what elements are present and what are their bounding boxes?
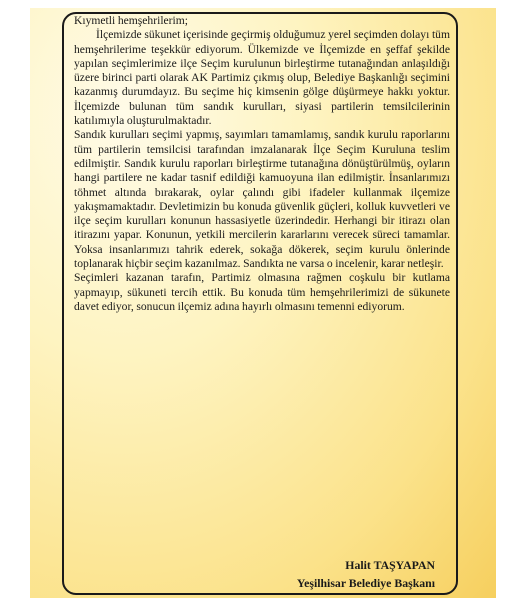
letter-greeting: Kıymetli hemşehrilerim; [74,14,189,27]
signature-block [297,558,435,591]
letter-paragraph-2: Sandık kurulları seçimi yapmış, sayımları tamamlamış, sandık kurulu raporlarını tüm partilerin temsilcisi tarafından imzalanarak İlçe Seçim Kuruluna teslim edilmiştir. Sandık kurulu raporları birleştirme tutanağına dönüştürülmüş, oyların hangi partilere ne kadar tasnif edildiği kamuoyuna ilan edilmiştir. İnsanlarımızı töhmet altında bırakarak, oylar çalındı gibi ifadeler kullanmak ilçemize yakışmamaktadır. Devletimizin bu konuda güvenlik güçleri, kolluk kuvvetleri ve ilçe seçim kurulları konunun hassasiyetle üzerindedir. Herhangi bir itirazı olan itirazını yapar. Konunun, yetkili mercilerin kararlarını verecek süreci tamamlar. Yoksa insanlarımızı tahrik ederek, sokağa dökerek, seçim kurulu önlerinde toplanarak hiçbir seçim kazanılmaz. Sandıkta ne varsa o incelenir, karar netleşir. [74,128,450,271]
signature-name: Halit TAŞYAPAN [345,558,435,572]
letter-body [74,14,450,314]
letter-paragraph-1: İlçemizde sükunet içerisinde geçirmiş olduğumuz yerel seçimden dolayı tüm hemşehrilerime teşekkür ediyorum. Ülkemizde ve İlçemizde en şeffaf şekilde yapılan seçimlerimize ilçe Seçim kurulunun birleştirme tutanağından anlaşıldığı üzere birinci parti olarak AK Partimiz çıkmış olup, Belediye Başkanlığı seçimini kazanmış durumdayız. Bu seçime hiç kimsenin gölge düşürmeye hakkı yoktur. İlçemizde bulunan tüm sandık kurulları, siyasi partilerin temsilcilerinin katılımıyla oluşturulmaktadır. [74,28,450,128]
signature-title: Yeşilhisar Belediye Başkanı [296,576,435,591]
letter-paragraph-3: Seçimleri kazanan tarafın, Partimiz olmasına rağmen coşkulu bir kutlama yapmayıp, sükuneti tercih ettik. Bu konuda tüm hemşehrilerimizi de sükunete davet ediyor, sonucun ilçemiz adına hayırlı olmasını temenni ediyorum. [74,271,450,313]
